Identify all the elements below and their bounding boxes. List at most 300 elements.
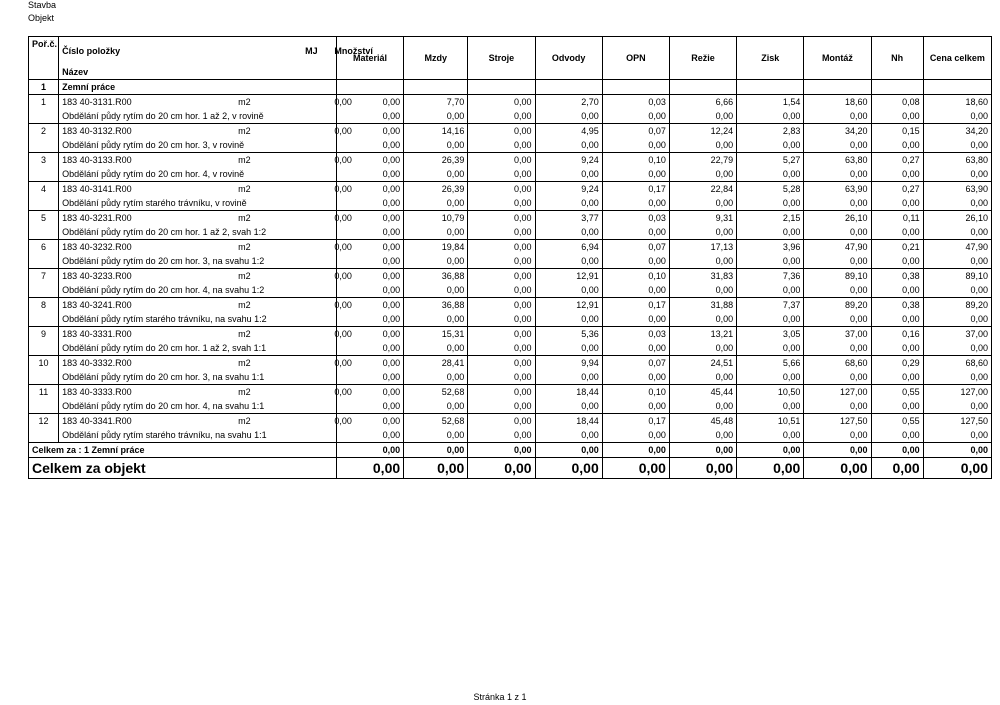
unit-price-cell: 52,68 [404, 413, 468, 428]
total-price-cell: 0,00 [737, 370, 804, 385]
unit-price-cell: 10,51 [737, 413, 804, 428]
total-price-cell: 0,00 [468, 312, 535, 327]
unit-price-cell: 0,00 [336, 355, 403, 370]
item-code: 183 40-3332.R00 [59, 355, 236, 370]
total-price-cell: 0,00 [602, 283, 669, 298]
col-por: Poř.č. [29, 37, 59, 80]
total-price-cell: 0,00 [669, 196, 736, 211]
item-number: 12 [29, 413, 59, 442]
total-price-cell: 0,00 [669, 138, 736, 153]
total-price-cell: 0,00 [669, 109, 736, 124]
unit-price-cell: 0,15 [871, 123, 923, 138]
unit-price-cell: 0,10 [602, 384, 669, 399]
item-name: Obdělání půdy rytím do 20 cm hor. 3, v rovině [59, 138, 337, 153]
unit-price-cell: 36,88 [404, 297, 468, 312]
unit-price-cell: 0,00 [336, 413, 403, 428]
unit-price-cell: 0,08 [871, 94, 923, 109]
unit-price-cell: 34,20 [804, 123, 871, 138]
item-total-row [29, 312, 992, 327]
total-price-cell: 0,00 [404, 428, 468, 443]
unit-price-cell: 0,00 [336, 123, 403, 138]
section-total-row-value: 0,00 [336, 442, 403, 457]
unit-price-cell: 0,00 [468, 297, 535, 312]
unit-price-cell: 15,31 [404, 326, 468, 341]
item-unit: m2 [235, 413, 331, 428]
total-price-cell: 0,00 [602, 225, 669, 240]
total-price-cell: 0,00 [404, 341, 468, 356]
unit-price-cell: 14,16 [404, 123, 468, 138]
total-price-cell: 0,00 [468, 109, 535, 124]
unit-price-cell: 0,27 [871, 181, 923, 196]
unit-price-cell: 19,84 [404, 239, 468, 254]
unit-price-cell: 1,54 [737, 94, 804, 109]
unit-price-cell: 18,60 [804, 94, 871, 109]
unit-price-cell: 0,00 [336, 297, 403, 312]
total-price-cell: 0,00 [871, 254, 923, 269]
unit-price-cell: 12,91 [535, 297, 602, 312]
total-price-cell: 0,00 [535, 283, 602, 298]
unit-price-cell: 0,10 [602, 268, 669, 283]
col-material: Materiál [336, 37, 403, 80]
item-name: Obdělání půdy rytím do 20 cm hor. 3, na svahu 1:2 [59, 254, 337, 269]
total-price-cell: 0,00 [669, 399, 736, 414]
total-price-cell: 0,00 [468, 341, 535, 356]
item-name: Obdělání půdy rytím do 20 cm hor. 4, v rovině [59, 167, 337, 182]
total-price-cell: 0,00 [871, 312, 923, 327]
item-row [29, 413, 992, 428]
item-number: 1 [29, 94, 59, 123]
total-price-cell: 0,00 [336, 399, 403, 414]
unit-price-cell: 18,44 [535, 413, 602, 428]
object-total-row-value: 0,00 [468, 457, 535, 478]
item-name: Obdělání půdy rytím do 20 cm hor. 3, na svahu 1:1 [59, 370, 337, 385]
unit-price-cell: 9,31 [669, 210, 736, 225]
col-mj: MJ [235, 37, 331, 65]
unit-price-cell: 127,50 [804, 413, 871, 428]
total-price-cell: 0,00 [336, 138, 403, 153]
item-quantity: 0,00 [331, 94, 336, 109]
unit-price-cell: 0,00 [336, 181, 403, 196]
total-price-cell: 0,00 [602, 254, 669, 269]
unit-price-cell: 9,94 [535, 355, 602, 370]
unit-price-cell: 0,00 [336, 152, 403, 167]
unit-price-cell: 0,00 [336, 384, 403, 399]
total-price-cell: 0,00 [468, 225, 535, 240]
col-odvody: Odvody [535, 37, 602, 80]
col-stroje: Stroje [468, 37, 535, 80]
unit-price-cell: 0,00 [336, 94, 403, 109]
total-price-cell: 0,00 [737, 109, 804, 124]
section-row [29, 79, 992, 94]
unit-price-cell: 0,17 [602, 181, 669, 196]
item-row [29, 326, 992, 341]
total-price-cell: 0,00 [336, 312, 403, 327]
total-price-cell: 0,00 [468, 254, 535, 269]
unit-price-cell: 0,07 [602, 355, 669, 370]
total-price-cell: 0,00 [804, 370, 871, 385]
total-price-cell: 0,00 [336, 254, 403, 269]
unit-price-cell: 12,91 [535, 268, 602, 283]
col-cena: Cena celkem [923, 37, 991, 80]
total-price-cell: 0,00 [468, 428, 535, 443]
unit-price-cell: 0,00 [468, 239, 535, 254]
total-price-cell: 0,00 [336, 109, 403, 124]
item-quantity: 0,00 [331, 239, 336, 254]
unit-price-cell: 89,10 [804, 268, 871, 283]
unit-price-cell: 68,60 [804, 355, 871, 370]
unit-price-cell: 0,07 [602, 123, 669, 138]
item-unit: m2 [235, 326, 331, 341]
item-number: 9 [29, 326, 59, 355]
item-code: 183 40-3333.R00 [59, 384, 236, 399]
object-total-row-value: 0,00 [535, 457, 602, 478]
unit-price-cell: 127,00 [923, 384, 991, 399]
total-price-cell: 0,00 [804, 399, 871, 414]
item-number: 2 [29, 123, 59, 152]
total-price-cell: 0,00 [923, 399, 991, 414]
item-row [29, 123, 992, 138]
section-total-row-label: Celkem za : 1 Zemní práce [29, 442, 337, 457]
unit-price-cell: 31,88 [669, 297, 736, 312]
total-price-cell: 0,00 [737, 399, 804, 414]
total-price-cell: 0,00 [871, 196, 923, 211]
item-row [29, 268, 992, 283]
item-row [29, 152, 992, 167]
unit-price-cell: 47,90 [804, 239, 871, 254]
section-total-row-value: 0,00 [804, 442, 871, 457]
item-name: Obdělání půdy rytím do 20 cm hor. 1 až 2, v rovině [59, 109, 337, 124]
total-price-cell: 0,00 [923, 341, 991, 356]
unit-price-cell: 0,00 [468, 326, 535, 341]
total-price-cell: 0,00 [535, 196, 602, 211]
total-price-cell: 0,00 [404, 370, 468, 385]
total-price-cell: 0,00 [871, 370, 923, 385]
item-total-row [29, 109, 992, 124]
total-price-cell: 0,00 [871, 399, 923, 414]
unit-price-cell: 26,10 [923, 210, 991, 225]
total-price-cell: 0,00 [535, 312, 602, 327]
total-price-cell: 0,00 [923, 428, 991, 443]
total-price-cell: 0,00 [535, 370, 602, 385]
item-number: 4 [29, 181, 59, 210]
section-title: Zemní práce [59, 79, 337, 94]
total-price-cell: 0,00 [404, 167, 468, 182]
item-unit: m2 [235, 355, 331, 370]
total-price-cell: 0,00 [404, 109, 468, 124]
page-footer: Stránka 1 z 1 [473, 692, 527, 702]
item-code: 183 40-3131.R00 [59, 94, 236, 109]
total-price-cell: 0,00 [804, 254, 871, 269]
item-total-row [29, 283, 992, 298]
item-number: 8 [29, 297, 59, 326]
section-total-row-value: 0,00 [468, 442, 535, 457]
unit-price-cell: 0,00 [336, 210, 403, 225]
col-opn: OPN [602, 37, 669, 80]
unit-price-cell: 0,07 [602, 239, 669, 254]
total-price-cell: 0,00 [602, 370, 669, 385]
item-code: 183 40-3331.R00 [59, 326, 236, 341]
unit-price-cell: 5,27 [737, 152, 804, 167]
item-quantity: 0,00 [331, 413, 336, 428]
total-price-cell: 0,00 [737, 283, 804, 298]
total-price-cell: 0,00 [871, 341, 923, 356]
item-quantity: 0,00 [331, 210, 336, 225]
unit-price-cell: 28,41 [404, 355, 468, 370]
unit-price-cell: 0,55 [871, 384, 923, 399]
item-quantity: 0,00 [331, 268, 336, 283]
total-price-cell: 0,00 [737, 254, 804, 269]
item-row [29, 297, 992, 312]
item-number: 10 [29, 355, 59, 384]
item-quantity: 0,00 [331, 123, 336, 138]
section-total-row-value: 0,00 [404, 442, 468, 457]
total-price-cell: 0,00 [923, 167, 991, 182]
unit-price-cell: 31,83 [669, 268, 736, 283]
total-price-cell: 0,00 [535, 428, 602, 443]
unit-price-cell: 0,29 [871, 355, 923, 370]
total-price-cell: 0,00 [804, 167, 871, 182]
unit-price-cell: 9,24 [535, 152, 602, 167]
total-price-cell: 0,00 [669, 254, 736, 269]
unit-price-cell: 0,00 [468, 355, 535, 370]
item-code: 183 40-3141.R00 [59, 181, 236, 196]
unit-price-cell: 6,94 [535, 239, 602, 254]
total-price-cell: 0,00 [336, 196, 403, 211]
total-price-cell: 0,00 [336, 428, 403, 443]
unit-price-cell: 0,55 [871, 413, 923, 428]
total-price-cell: 0,00 [804, 312, 871, 327]
item-total-row [29, 341, 992, 356]
item-code: 183 40-3233.R00 [59, 268, 236, 283]
unit-price-cell: 26,10 [804, 210, 871, 225]
col-nh: Nh [871, 37, 923, 80]
object-total-row-value: 0,00 [804, 457, 871, 478]
object-total-row-value: 0,00 [336, 457, 403, 478]
total-price-cell: 0,00 [535, 254, 602, 269]
unit-price-cell: 127,50 [923, 413, 991, 428]
total-price-cell: 0,00 [923, 312, 991, 327]
unit-price-cell: 26,39 [404, 181, 468, 196]
total-price-cell: 0,00 [737, 138, 804, 153]
section-total-row-value: 0,00 [737, 442, 804, 457]
col-nazev: Název [59, 65, 337, 80]
total-price-cell: 0,00 [535, 341, 602, 356]
unit-price-cell: 7,36 [737, 268, 804, 283]
item-number: 7 [29, 268, 59, 297]
item-row [29, 239, 992, 254]
unit-price-cell: 2,70 [535, 94, 602, 109]
col-mnozstvi: Množství [331, 37, 336, 65]
item-code: 183 40-3231.R00 [59, 210, 236, 225]
total-price-cell: 0,00 [804, 283, 871, 298]
table-body [29, 79, 992, 478]
total-price-cell: 0,00 [535, 138, 602, 153]
item-unit: m2 [235, 123, 331, 138]
total-price-cell: 0,00 [336, 167, 403, 182]
item-quantity: 0,00 [331, 384, 336, 399]
item-code: 183 40-3341.R00 [59, 413, 236, 428]
item-name: Obdělání půdy rytím starého trávníku, na svahu 1:2 [59, 312, 337, 327]
total-price-cell: 0,00 [923, 370, 991, 385]
object-total-row-value: 0,00 [602, 457, 669, 478]
total-price-cell: 0,00 [336, 341, 403, 356]
unit-price-cell: 0,16 [871, 326, 923, 341]
unit-price-cell: 17,13 [669, 239, 736, 254]
unit-price-cell: 89,10 [923, 268, 991, 283]
col-zisk: Zisk [737, 37, 804, 80]
unit-price-cell: 0,00 [468, 384, 535, 399]
total-price-cell: 0,00 [669, 312, 736, 327]
col-rezie: Režie [669, 37, 736, 80]
section-number: 1 [29, 79, 59, 94]
total-price-cell: 0,00 [602, 196, 669, 211]
unit-price-cell: 2,83 [737, 123, 804, 138]
unit-price-cell: 22,79 [669, 152, 736, 167]
unit-price-cell: 4,95 [535, 123, 602, 138]
total-price-cell: 0,00 [871, 428, 923, 443]
item-number: 6 [29, 239, 59, 268]
item-row [29, 94, 992, 109]
item-row [29, 181, 992, 196]
unit-price-cell: 0,38 [871, 297, 923, 312]
unit-price-cell: 0,10 [602, 152, 669, 167]
unit-price-cell: 22,84 [669, 181, 736, 196]
unit-price-cell: 18,60 [923, 94, 991, 109]
item-number: 5 [29, 210, 59, 239]
item-unit: m2 [235, 210, 331, 225]
unit-price-cell: 0,00 [336, 268, 403, 283]
unit-price-cell: 89,20 [923, 297, 991, 312]
unit-price-cell: 7,37 [737, 297, 804, 312]
total-price-cell: 0,00 [871, 138, 923, 153]
total-price-cell: 0,00 [336, 370, 403, 385]
item-unit: m2 [235, 239, 331, 254]
unit-price-cell: 47,90 [923, 239, 991, 254]
item-row [29, 384, 992, 399]
total-price-cell: 0,00 [602, 312, 669, 327]
total-price-cell: 0,00 [404, 283, 468, 298]
col-cislo: Číslo položky [59, 37, 236, 65]
item-name: Obdělání půdy rytím do 20 cm hor. 4, na svahu 1:1 [59, 399, 337, 414]
unit-price-cell: 13,21 [669, 326, 736, 341]
unit-price-cell: 0,17 [602, 413, 669, 428]
total-price-cell: 0,00 [404, 196, 468, 211]
total-price-cell: 0,00 [871, 109, 923, 124]
unit-price-cell: 0,11 [871, 210, 923, 225]
total-price-cell: 0,00 [602, 341, 669, 356]
total-price-cell: 0,00 [669, 428, 736, 443]
total-price-cell: 0,00 [602, 428, 669, 443]
total-price-cell: 0,00 [804, 428, 871, 443]
unit-price-cell: 0,00 [468, 152, 535, 167]
unit-price-cell: 127,00 [804, 384, 871, 399]
total-price-cell: 0,00 [404, 254, 468, 269]
unit-price-cell: 63,90 [923, 181, 991, 196]
total-price-cell: 0,00 [804, 138, 871, 153]
total-price-cell: 0,00 [804, 196, 871, 211]
total-price-cell: 0,00 [923, 283, 991, 298]
unit-price-cell: 37,00 [923, 326, 991, 341]
unit-price-cell: 5,36 [535, 326, 602, 341]
total-price-cell: 0,00 [336, 225, 403, 240]
total-price-cell: 0,00 [669, 167, 736, 182]
unit-price-cell: 10,79 [404, 210, 468, 225]
unit-price-cell: 0,27 [871, 152, 923, 167]
unit-price-cell: 0,38 [871, 268, 923, 283]
total-price-cell: 0,00 [602, 167, 669, 182]
object-total-row-value: 0,00 [669, 457, 736, 478]
table-header [29, 37, 992, 80]
item-total-row [29, 428, 992, 443]
unit-price-cell: 12,24 [669, 123, 736, 138]
total-price-cell: 0,00 [468, 167, 535, 182]
item-name: Obdělání půdy rytím starého trávníku, v rovině [59, 196, 337, 211]
total-price-cell: 0,00 [669, 370, 736, 385]
total-price-cell: 0,00 [804, 341, 871, 356]
item-unit: m2 [235, 94, 331, 109]
object-total-row [29, 457, 992, 478]
unit-price-cell: 0,17 [602, 297, 669, 312]
total-price-cell: 0,00 [737, 225, 804, 240]
item-quantity: 0,00 [331, 152, 336, 167]
unit-price-cell: 0,00 [468, 123, 535, 138]
unit-price-cell: 68,60 [923, 355, 991, 370]
item-quantity: 0,00 [331, 355, 336, 370]
total-price-cell: 0,00 [468, 399, 535, 414]
objekt-label: Objekt [28, 13, 55, 23]
total-price-cell: 0,00 [404, 225, 468, 240]
total-price-cell: 0,00 [468, 370, 535, 385]
total-price-cell: 0,00 [404, 312, 468, 327]
total-price-cell: 0,00 [535, 167, 602, 182]
unit-price-cell: 89,20 [804, 297, 871, 312]
total-price-cell: 0,00 [923, 254, 991, 269]
unit-price-cell: 0,00 [336, 239, 403, 254]
unit-price-cell: 0,00 [468, 210, 535, 225]
item-name: Obdělání půdy rytím starého trávníku, na svahu 1:1 [59, 428, 337, 443]
unit-price-cell: 0,00 [468, 413, 535, 428]
unit-price-cell: 0,00 [468, 94, 535, 109]
unit-price-cell: 0,00 [468, 268, 535, 283]
stavba-label: Stavba [28, 0, 57, 10]
unit-price-cell: 36,88 [404, 268, 468, 283]
total-price-cell: 0,00 [669, 283, 736, 298]
item-name: Obdělání půdy rytím do 20 cm hor. 4, na svahu 1:2 [59, 283, 337, 298]
total-price-cell: 0,00 [669, 225, 736, 240]
total-price-cell: 0,00 [535, 109, 602, 124]
item-total-row [29, 370, 992, 385]
item-row [29, 210, 992, 225]
unit-price-cell: 63,80 [804, 152, 871, 167]
item-quantity: 0,00 [331, 181, 336, 196]
object-total-row-value: 0,00 [871, 457, 923, 478]
col-montaz: Montáž [804, 37, 871, 80]
total-price-cell: 0,00 [923, 225, 991, 240]
item-total-row [29, 399, 992, 414]
section-total-row-value: 0,00 [535, 442, 602, 457]
item-unit: m2 [235, 181, 331, 196]
object-total-row-label: Celkem za objekt [29, 457, 337, 478]
unit-price-cell: 5,66 [737, 355, 804, 370]
unit-price-cell: 7,70 [404, 94, 468, 109]
item-total-row [29, 138, 992, 153]
section-total-row-value: 0,00 [669, 442, 736, 457]
total-price-cell: 0,00 [737, 167, 804, 182]
total-price-cell: 0,00 [602, 399, 669, 414]
unit-price-cell: 34,20 [923, 123, 991, 138]
unit-price-cell: 0,21 [871, 239, 923, 254]
unit-price-cell: 0,03 [602, 94, 669, 109]
